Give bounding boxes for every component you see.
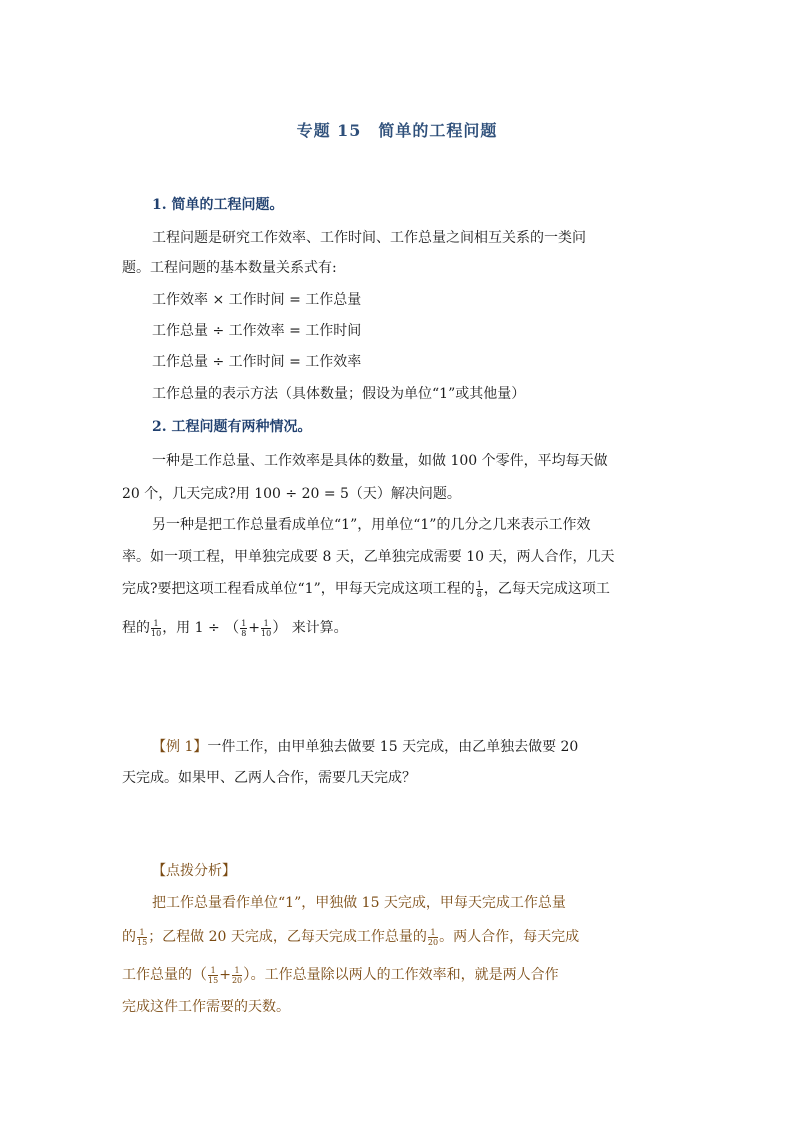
section2-p2-line2: 率。如一项工程，甲单独完成要 8 天，乙单独完成需要 10 天，两人合作，几天 xyxy=(122,549,615,565)
section1-para-line1: 工程问题是研究工作效率、工作时间、工作总量之间相互关系的一类问 xyxy=(152,230,586,246)
total-representation-note: 工作总量的表示方法（具体数量；假设为单位“1”或其他量） xyxy=(152,386,526,402)
formula-total-time: 工作总量 ÷ 工作时间 = 工作效率 xyxy=(152,354,362,370)
example-line1 xyxy=(152,737,578,757)
line3-text-a: 完成?要把这项工程看成单位“1”，甲每天完成这项工程的 xyxy=(122,581,475,597)
section2-p2-line1: 另一种是把工作总量看成单位“1”，用单位“1”的几分之几来表示工作效 xyxy=(152,517,591,533)
fraction-1-15 xyxy=(137,928,147,947)
left-paren: （ xyxy=(224,618,240,636)
section2-p1-line1: 一种是工作总量、工作效率是具体的数量，如做 100 个零件，平均每天做 xyxy=(152,453,608,469)
fraction-denominator: 20 xyxy=(231,975,243,985)
analysis-line3 xyxy=(122,964,559,985)
fraction-numerator: 1 xyxy=(241,618,247,628)
section2-p2-line4 xyxy=(122,617,348,638)
analysis-line2 xyxy=(122,927,579,947)
plus-sign: + xyxy=(248,620,261,636)
fraction-1-20 xyxy=(428,928,438,947)
fraction-denominator: 15 xyxy=(208,975,219,985)
line4-text-b: ，用 1 ÷ xyxy=(162,620,220,636)
fraction-denominator: 15 xyxy=(137,937,148,947)
fraction-denominator: 8 xyxy=(476,589,482,599)
section1-heading: 1. 简单的工程问题。 xyxy=(152,197,284,213)
fraction-denominator: 10 xyxy=(261,628,272,638)
fraction-1-8 xyxy=(476,580,483,599)
analysis-line1: 把工作总量看作单位“1”，甲独做 15 天完成，甲每天完成工作总量 xyxy=(152,895,566,911)
analysis-line2-a: 的 xyxy=(122,929,136,945)
line3-text-b: ，乙每天完成这项工 xyxy=(483,581,610,597)
formula-total-efficiency: 工作总量 ÷ 工作效率 = 工作时间 xyxy=(152,323,362,339)
page-title: 专题 15 简单的工程问题 xyxy=(296,121,498,140)
fraction-numerator: 1 xyxy=(137,928,147,938)
plus-sign: + xyxy=(219,967,231,983)
fraction-denominator: 8 xyxy=(241,628,247,638)
fraction-1-10 xyxy=(151,619,161,638)
fraction-denominator: 10 xyxy=(151,628,162,638)
right-paren: ） xyxy=(243,965,251,983)
formula-efficiency-time: 工作效率 × 工作时间 = 工作总量 xyxy=(152,292,362,308)
section2-p1-line2: 20 个，几天完成?用 100 ÷ 20 = 5（天）解决问题。 xyxy=(122,486,461,502)
fraction-numerator: 1 xyxy=(208,966,218,976)
example-text: 一件工作，由甲单独去做要 15 天完成，由乙单独去做要 20 xyxy=(207,739,579,755)
fraction-numerator: 1 xyxy=(151,619,161,629)
line4-text-a: 程的 xyxy=(122,620,150,636)
fraction-numerator: 1 xyxy=(232,966,242,976)
right-paren: ） xyxy=(272,618,288,636)
analysis-line3-a: 工作总量的 xyxy=(122,967,192,983)
analysis-label: 【点拨分析】 xyxy=(152,863,236,879)
fraction-numerator: 1 xyxy=(476,579,482,589)
fraction-1-10 xyxy=(261,619,271,638)
example-label: 【例 1】 xyxy=(152,739,208,755)
section1-para-line2: 题。工程问题的基本数量关系式有: xyxy=(122,260,337,276)
left-paren: （ xyxy=(192,965,208,983)
line4-text-c: 来计算。 xyxy=(291,620,348,636)
analysis-line2-c: 。两人合作，每天完成 xyxy=(439,929,580,945)
fraction-numerator: 1 xyxy=(428,928,438,938)
fraction-denominator: 20 xyxy=(427,937,439,947)
example-line2: 天完成。如果甲、乙两人合作，需要几天完成？ xyxy=(122,770,416,786)
fraction-1-15 xyxy=(208,966,218,985)
analysis-line2-b: ；乙程做 20 天完成，乙每天完成工作总量的 xyxy=(148,929,427,945)
fraction-numerator: 1 xyxy=(261,619,271,629)
section2-p2-line3 xyxy=(122,579,610,599)
section2-heading: 2. 工程问题有两种情况。 xyxy=(152,419,312,435)
fraction-1-20 xyxy=(232,966,242,985)
fraction-1-8 xyxy=(240,619,247,638)
analysis-line3-b: 。工作总量除以两人的工作效率和，就是两人合作 xyxy=(250,967,559,983)
analysis-line4: 完成这件工作需要的天数。 xyxy=(122,999,290,1015)
